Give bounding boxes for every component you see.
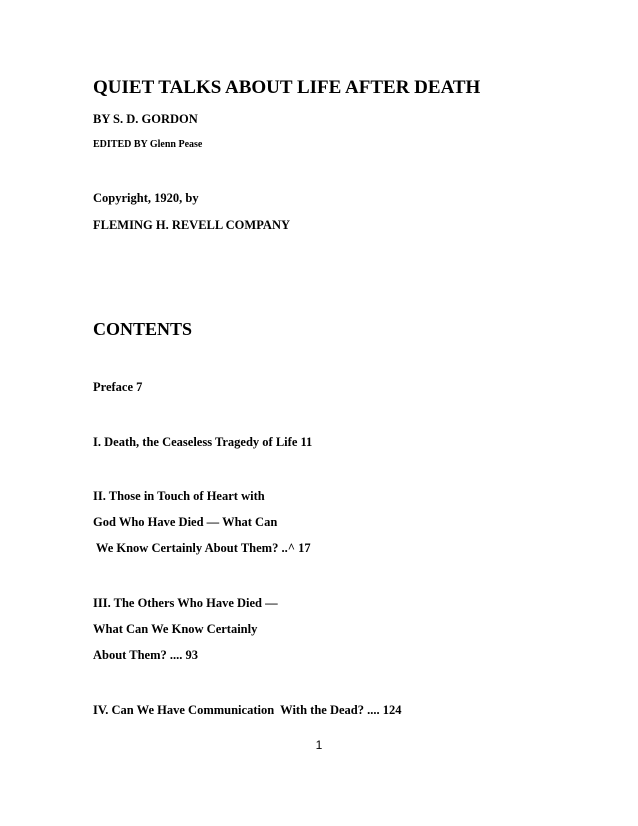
toc-entry-chapter-3-line-1: III. The Others Who Have Died — (93, 596, 278, 610)
page-number: 1 (315, 738, 323, 752)
publisher-line: FLEMING H. REVELL COMPANY (93, 218, 290, 232)
book-title: QUIET TALKS ABOUT LIFE AFTER DEATH (93, 77, 481, 98)
copyright-line: Copyright, 1920, by (93, 191, 199, 205)
toc-entry-chapter-3-line-3: About Them? .... 93 (93, 648, 198, 662)
toc-entry-preface: Preface 7 (93, 380, 143, 394)
toc-entry-chapter-2-line-1: II. Those in Touch of Heart with (93, 489, 265, 503)
toc-entry-chapter-2-line-2: God Who Have Died — What Can (93, 515, 278, 529)
toc-entry-chapter-2-line-3: We Know Certainly About Them? ..^ 17 (93, 541, 311, 555)
book-editor: EDITED BY Glenn Pease (93, 139, 203, 150)
toc-entry-chapter-3-line-2: What Can We Know Certainly (93, 622, 258, 636)
toc-entry-chapter-4: IV. Can We Have Communication With the Dead? .... 124 (93, 703, 402, 717)
toc-entry-chapter-1: I. Death, the Ceaseless Tragedy of Life 11 (93, 435, 313, 449)
contents-heading: CONTENTS (93, 319, 193, 339)
book-author: BY S. D. GORDON (93, 112, 198, 126)
